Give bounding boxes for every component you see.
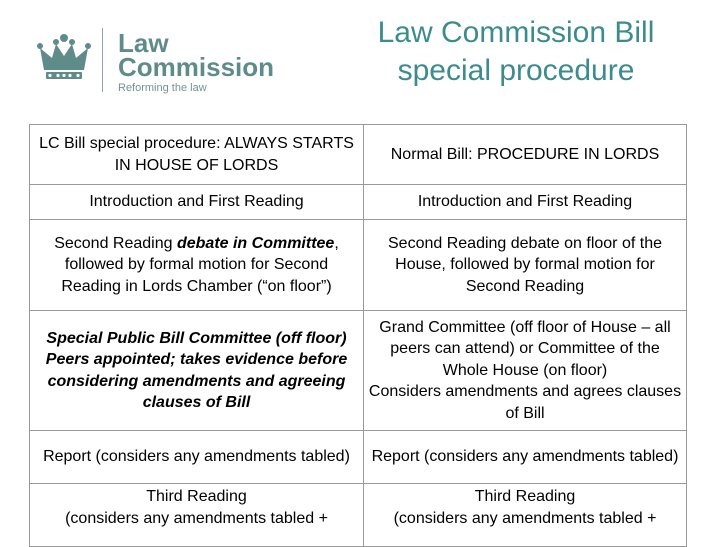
table-row	[30, 311, 687, 431]
third-reading-note: (considers any amendments tabled +	[65, 509, 328, 527]
law-commission-logo	[36, 26, 276, 96]
third-reading-note: (considers any amendments tabled +	[393, 509, 657, 527]
second-reading-text-a: Second Reading	[54, 234, 177, 252]
slide-title	[328, 14, 704, 90]
slide-title-line2: special procedure	[397, 54, 635, 87]
cell-lc-second-reading	[30, 220, 364, 311]
header-lc-bill: LC Bill special procedure: ALWAYS STARTS IN HOUSE OF LORDS	[30, 125, 364, 185]
committee-title: Special Public Bill Committee (off floor)	[46, 329, 347, 347]
committee-description: Peers appointed; takes evidence before considering amendments and agreeing clauses of Bill	[45, 351, 348, 411]
cell-normal-second-reading: Second Reading debate on floor of the House, followed by formal motion for Second Reading	[364, 220, 687, 311]
cell-normal-introduction: Introduction and First Reading	[364, 185, 687, 220]
third-reading-title: Third Reading	[474, 488, 576, 505]
cell-lc-third-reading	[30, 484, 364, 547]
third-reading-title: Third Reading	[146, 488, 247, 505]
cell-lc-committee	[30, 311, 364, 431]
grand-committee-considers: Considers amendments and agrees clauses of Bill	[368, 383, 682, 422]
table-row	[30, 185, 687, 220]
logo-word-law: Law	[118, 28, 169, 58]
cell-normal-report: Report (considers any amendments tabled)	[364, 431, 687, 484]
logo-divider	[102, 28, 103, 92]
crown-icon	[36, 32, 92, 84]
table-row	[30, 431, 687, 484]
slide-title-line1: Law Commission Bill	[377, 16, 655, 49]
cell-lc-introduction: Introduction and First Reading	[30, 185, 364, 220]
cell-normal-third-reading	[364, 484, 687, 547]
cell-lc-report: Report (considers any amendments tabled)	[30, 431, 364, 484]
cell-normal-committee	[364, 311, 687, 431]
second-reading-emphasis: debate in Committee	[176, 234, 335, 252]
table-row	[30, 484, 687, 547]
table-row	[30, 125, 687, 185]
header-normal-bill: Normal Bill: PROCEDURE IN LORDS	[364, 125, 687, 185]
logo-word-commission: Commission	[118, 52, 275, 82]
logo-tagline: Reforming the law	[118, 82, 207, 94]
procedure-comparison-table	[29, 124, 687, 547]
second-reading-text-c: , followed by formal motion for Second Reading in Lords Chamber (“on floor”)	[61, 234, 339, 295]
grand-committee-text: Grand Committee (off floor of House – all peers can attend) or Committee of the Whole House (on floor)	[379, 318, 671, 379]
table-row	[30, 220, 687, 311]
